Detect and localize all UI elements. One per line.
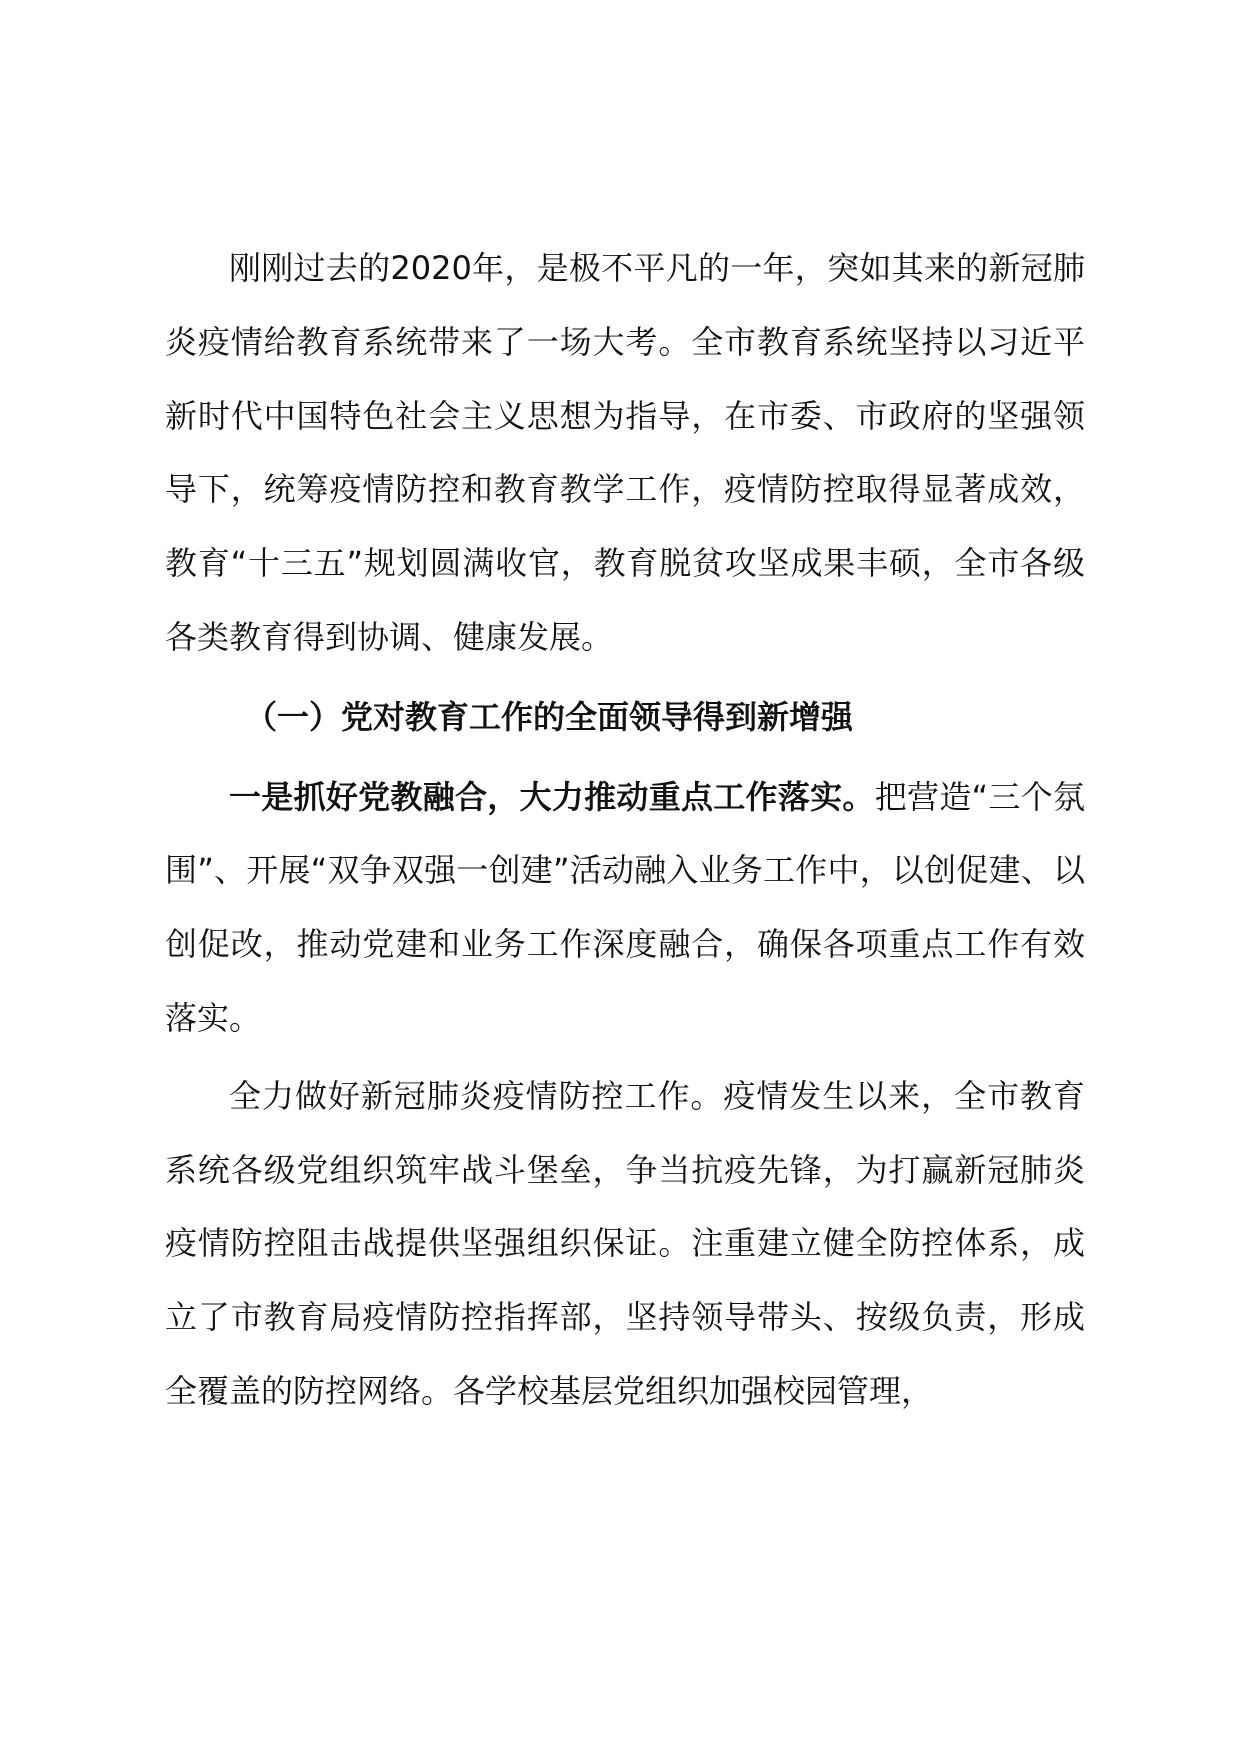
item-one-body: 把营造“三个氛围”、开展“双争双强一创建”活动融入业务工作中，以创促建、以创促改，推动党建和业务工作深度融合，确保各项重点工作有效落实。: [165, 777, 1085, 1037]
section-heading: （一）党对教育工作的全面领导得到新增强: [245, 697, 854, 736]
item-one-paragraph: [165, 761, 1085, 1056]
item-two-paragraph: 全力做好新冠肺炎疫情防控工作。疫情发生以来，全市教育系统各级党组织筑牢战斗堡垒，争当抗疫先锋，为打赢新冠肺炎疫情防控阻击战提供坚强组织保证。注重建立健全防控体系，成立了市教育局疫情防控指挥部，坚持领导带头、按级负责，形成全覆盖的防控网络。各学校基层党组织加强校园管理，: [165, 1076, 1085, 1410]
document-body: [165, 232, 1085, 1429]
intro-paragraph: 刚刚过去的2020年，是极不平凡的一年，突如其来的新冠肺炎疫情给教育系统带来了一场大考。全市教育系统坚持以习近平新时代中国特色社会主义思想为指导，在市委、市政府的坚强领导下，统筹疫情防控和教育教学工作，疫情防控取得显著成效，教育“十三五”规划圆满收官，教育脱贫攻坚成果丰硕，全市各级各类教育得到协调、健康发展。: [165, 249, 1085, 656]
item-one-lead: 一是抓好党教融合，大力推动重点工作落实。: [229, 777, 875, 816]
